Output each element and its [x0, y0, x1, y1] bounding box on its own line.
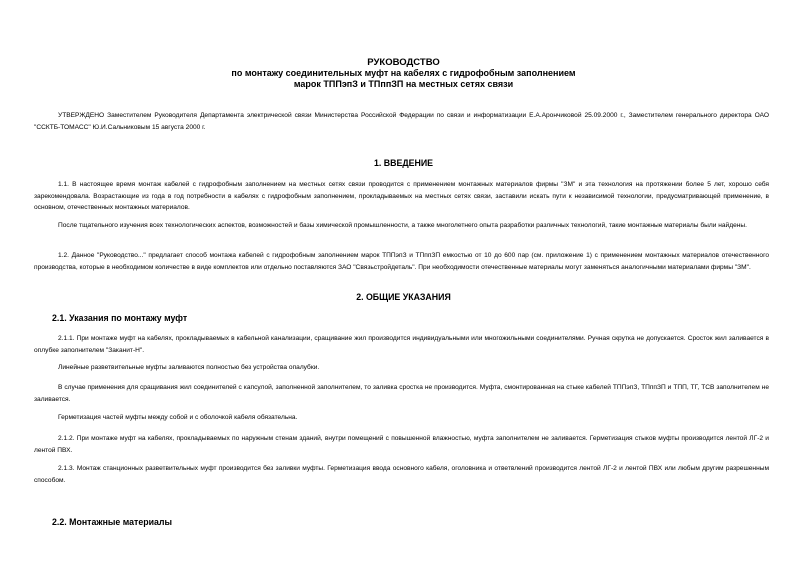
- document-title-block: [0, 57, 807, 90]
- section-2-paragraph-1: 2.1.1. При монтаже муфт на кабелях, прокладываемых в кабельной канализации, сращивание жил производится индивидуальными или многожильными соединителями. Ручная скрутка не допускается. Сросток жил заливается в оплубке заполнителем "Заканит-Н".: [34, 335, 769, 354]
- subsection-2-2-heading: 2.2. Монтажные материалы: [52, 517, 172, 527]
- approval-paragraph: УТВЕРЖДЕНО Заместителем Руководителя Департамента электрической связи Министерства Российской Федерации по связи и информатизации Е.А.Арончиковой 25.09.2000 г., Заместителем генерального директора ОАО "ССКТБ-ТОМАСС" Ю.И.Сальниковым 15 августа 2000 г.: [34, 112, 769, 131]
- section-2-heading: 2. ОБЩИЕ УКАЗАНИЯ: [356, 292, 451, 302]
- section-1-paragraph-1: 1.1. В настоящее время монтаж кабелей с гидрофобным заполнением на местных сетях связи проводится с применением монтажных материалов фирмы "ЗМ" и эта технология на протяжении более 5 лет, хорошо себя зарекомендовала. Возрастающие из года в год потребности в кабелях с гидрофобным заполнением, прокладываемых на местных сетях связи, заставили искать пути к независимой технологии, предусматривающей применение, в основном, отечественных монтажных материалов.: [34, 181, 769, 211]
- section-2-paragraph-4: Герметизация частей муфты между собой и с оболочкой кабеля обязательна.: [58, 414, 298, 421]
- section-1-paragraph-2: После тщательного изучения всех технологических аспектов, возможностей и базы химической промышленности, а также многолетнего опыта разработки различных технологий, такие монтажные материалы были найдены.: [58, 222, 747, 229]
- subsection-2-1-heading: 2.1. Указания по монтажу муфт: [52, 313, 188, 323]
- document-subtitle-line1: по монтажу соединительных муфт на кабелях с гидрофобным заполнением: [231, 68, 576, 78]
- section-2-paragraph-2: Линейные разветвительные муфты заливаются полностью без устройства опалубки.: [58, 364, 320, 371]
- section-1-heading: 1. ВВЕДЕНИЕ: [373, 158, 434, 168]
- section-2-paragraph-6: 2.1.3. Монтаж станционных разветвительных муфт производится без заливки муфты. Герметизация ввода основного кабеля, оголовника и ответвлений производится лентой ЛГ-2 и лентой ПВХ или любым другим разрешенным способом.: [34, 465, 769, 484]
- document-title: РУКОВОДСТВО: [367, 57, 440, 68]
- section-1-paragraph-3: 1.2. Данное "Руководство..." предлагает способ монтажа кабелей с гидрофобным заполнением марок ТППэпЗ и ТПппЗП емкостью от 10 до 600 пар (см. приложение 1) с применением монтажных материалов отечественного производства, которые в необходимом количестве в виде комплектов или отдельно поставляются ЗАО "Связьстройдеталь". При необходимости отечественные материалы могут заменяться аналогичными материалами фирмы "ЗМ".: [34, 252, 769, 271]
- section-2-paragraph-3: В случае применения для сращивания жил соединителей с капсулой, заполненной заполнителем, то заливка сростка не производится. Муфта, смонтированная на стыке кабелей ТППэпЗ, ТПппЗП и ТПП, ТГ, ТСВ заполнителем не заливается.: [34, 384, 769, 403]
- document-subtitle-line2: марок ТППэпЗ и ТПппЗП на местных сетях связи: [293, 79, 514, 89]
- section-2-paragraph-5: 2.1.2. При монтаже муфт на кабелях, прокладываемых по наружным стенам зданий, внутри помещений с повышенной влажностью, муфта заполнителем не заливается. Герметизация стыков муфты производится лентой ЛГ-2 и лентой ПВХ.: [34, 435, 769, 454]
